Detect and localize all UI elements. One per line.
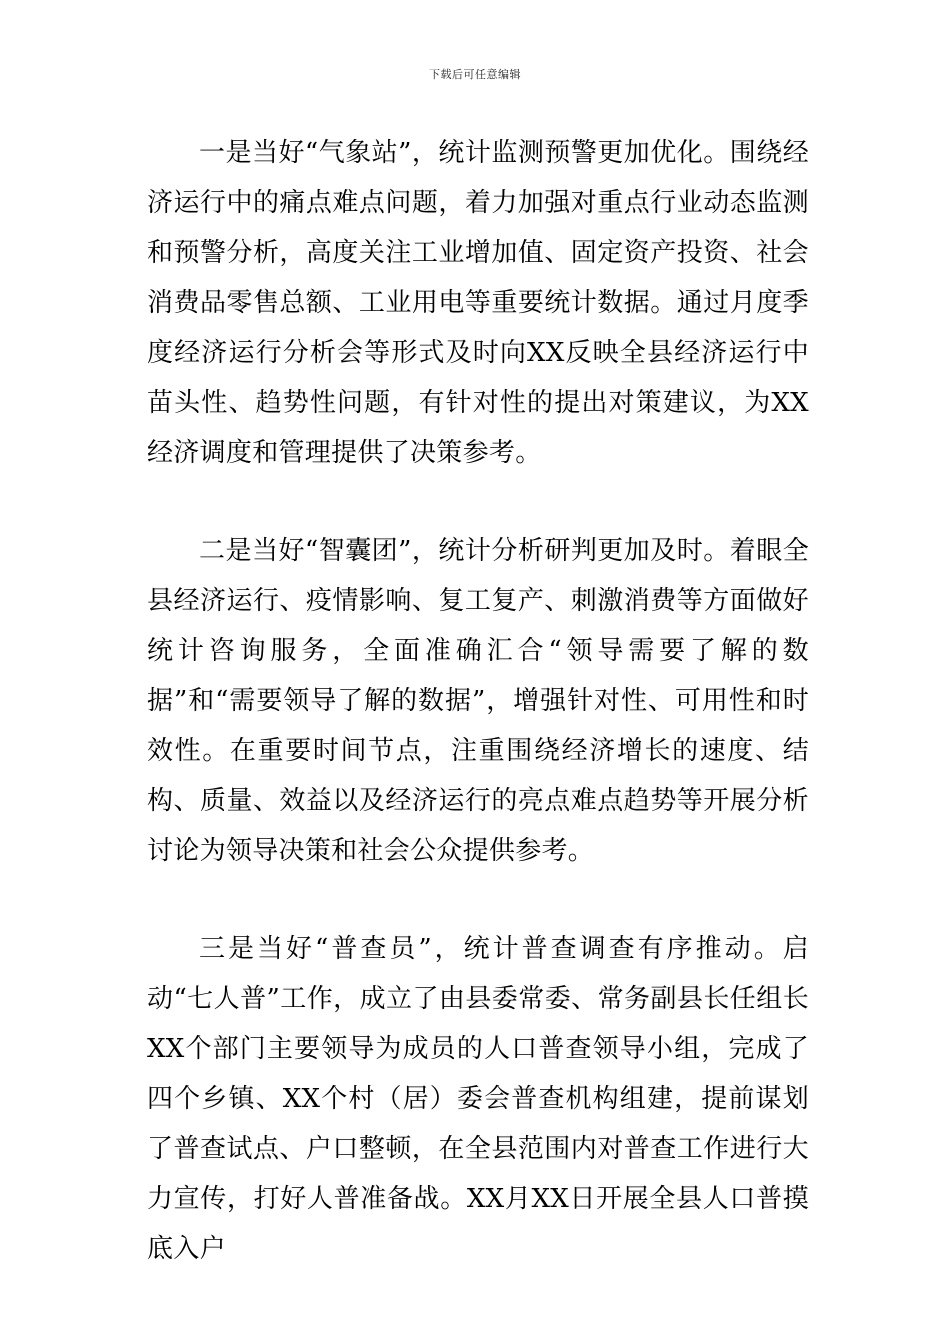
- paragraph-2: 二是当好“智囊团”，统计分析研判更加及时。着眼全县经济运行、疫情影响、复工复产、刺激消费等方面做好统计咨询服务，全面准确汇合“领导需要了解的数据”和“需要领导了解的数据”，增强针对性、可用性和时效性。在重要时间节点，注重围绕经济增长的速度、结构、质量、效益以及经济运行的亮点难点趋势等开展分析讨论为领导决策和社会公众提供参考。: [147, 536, 809, 866]
- paragraph-1: 一是当好“气象站”，统计监测预警更加优化。围绕经济运行中的痛点难点问题，着力加强对重点行业动态监测和预警分析，高度关注工业增加值、固定资产投资、社会消费品零售总额、工业用电等重要统计数据。通过月度季度经济运行分析会等形式及时向XX反映全县经济运行中苗头性、趋势性问题，有针对性的提出对策建议，为XX经济调度和管理提供了决策参考。: [147, 138, 809, 468]
- document-body: [147, 128, 809, 1274]
- paragraph-3: 三是当好“普查员”，统计普查调查有序推动。启动“七人普”工作，成立了由县委常委、常务副县长任组长XX个部门主要领导为成员的人口普查领导小组，完成了四个乡镇、XX个村（居）委会普查机构组建，提前谋划了普查试点、户口整顿，在全县范围内对普查工作进行大力宣传，打好人普准备战。XX月XX日开展全县人口普摸底入户: [147, 934, 809, 1264]
- page-header-note: 下载后可任意编辑: [429, 68, 521, 81]
